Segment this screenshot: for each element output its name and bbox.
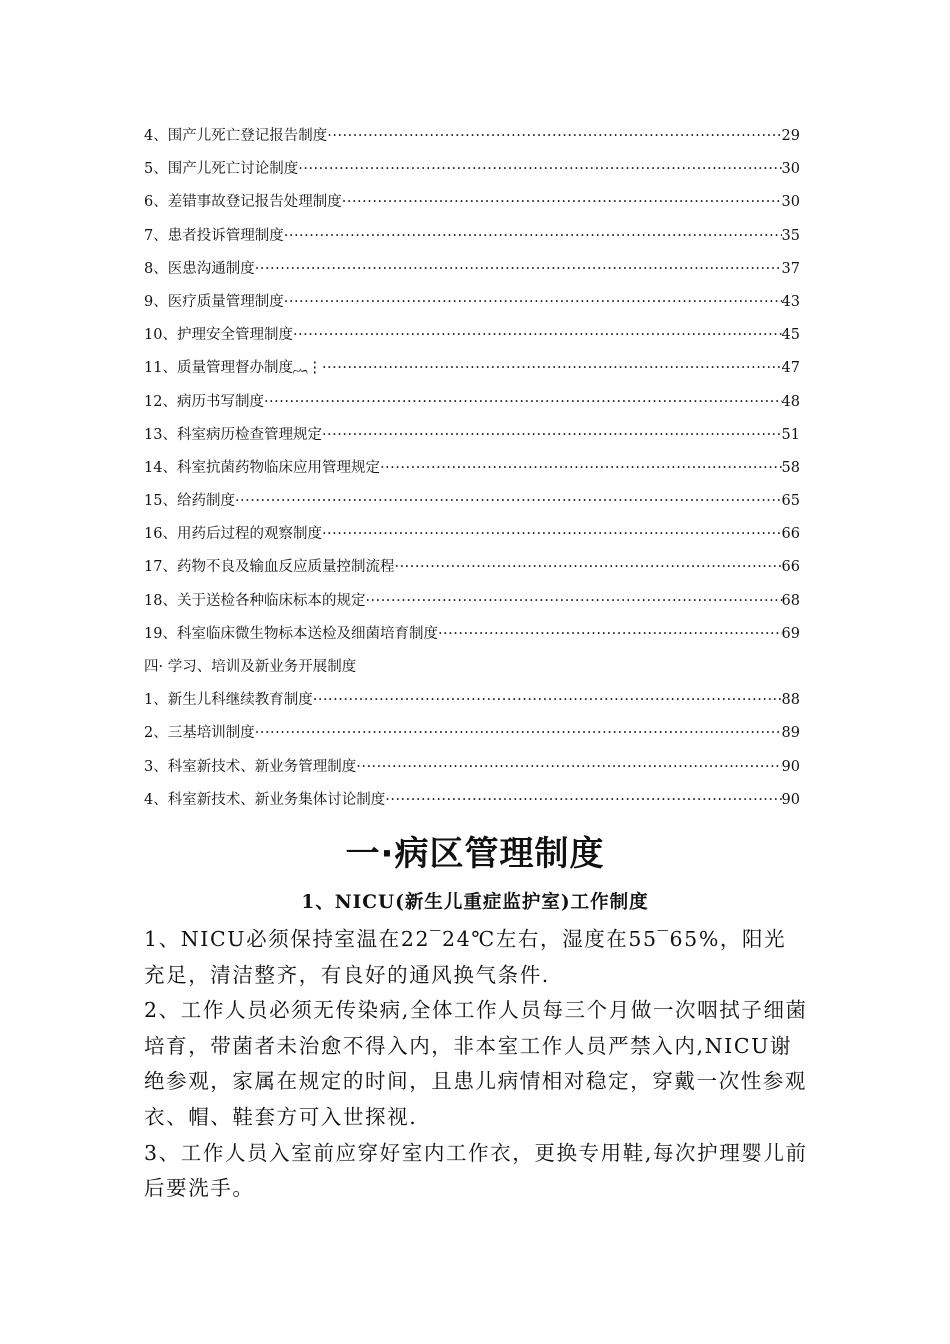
toc-entry-title: 10、护理安全管理制度 bbox=[144, 327, 293, 344]
toc-entry[interactable] bbox=[144, 721, 800, 754]
section-title: 1、NICU(新生儿重症监护室)工作制度 bbox=[301, 892, 649, 913]
toc-dot-leader bbox=[438, 622, 782, 646]
toc-dot-leader bbox=[327, 124, 781, 148]
toc-dot-leader bbox=[322, 522, 782, 546]
toc-entry-title: 12、病历书写制度 bbox=[144, 393, 264, 410]
toc-entry[interactable] bbox=[144, 788, 800, 821]
toc-dot-leader bbox=[235, 489, 782, 513]
toc-entry-title: 11、质量管理督办制度︷⋮ bbox=[144, 360, 322, 377]
toc-dot-leader bbox=[342, 190, 782, 214]
toc-entry-title: 5、围产儿死亡讨论制度 bbox=[144, 161, 299, 178]
toc-entry-page: 58 bbox=[781, 459, 800, 476]
toc-entry-page: 35 bbox=[781, 227, 800, 244]
toc-entry[interactable] bbox=[144, 290, 800, 323]
toc-dot-leader bbox=[322, 423, 782, 447]
toc-entry-page: 48 bbox=[781, 393, 800, 410]
toc-entry-page: 89 bbox=[781, 725, 800, 742]
toc-entry-page: 88 bbox=[781, 692, 800, 709]
toc-entry[interactable] bbox=[144, 456, 800, 489]
toc-entry-page: 45 bbox=[781, 327, 800, 344]
toc-dot-leader bbox=[298, 157, 781, 181]
toc-entry[interactable] bbox=[144, 423, 800, 456]
toc-entry-page: 66 bbox=[781, 559, 800, 576]
toc-entry-title: 4、科室新技术、新业务集体讨论制度 bbox=[144, 791, 386, 808]
toc-entry[interactable] bbox=[144, 522, 800, 555]
toc-entry-title: 17、药物不良及输血反应质量控制流程 bbox=[144, 559, 395, 576]
paragraph-2: 2、工作人员必须无传染病,全体工作人员每三个月做一次咽拭子细菌培育，带菌者未治愈不得入内，非本室工作人员严禁入内,NICU谢绝参观，家属在规定的时间，且患儿病情相对稳定，穿戴一次性参观衣、帽、鞋套方可入世探视. bbox=[144, 998, 808, 1129]
toc-list-a bbox=[144, 124, 800, 655]
toc-entry-title: 16、用药后过程的观察制度 bbox=[144, 526, 322, 543]
toc-dot-leader bbox=[255, 257, 782, 281]
toc-entry-page: 43 bbox=[781, 293, 800, 310]
paragraph-1: 1、NICU必须保持室温在22‾24℃左右，湿度在55‾65%，阳光充足，清洁整齐，有良好的通风换气条件. bbox=[144, 927, 787, 987]
toc-entry-title: 4、围产儿死亡登记报告制度 bbox=[144, 128, 328, 144]
toc-dot-leader bbox=[356, 755, 781, 779]
toc-entry[interactable] bbox=[144, 224, 800, 257]
table-of-contents bbox=[144, 124, 800, 821]
toc-entry-title: 1、新生儿科继续教育制度 bbox=[144, 692, 313, 709]
body-text bbox=[144, 922, 808, 1207]
toc-entry-page: 90 bbox=[781, 791, 800, 808]
toc-entry[interactable] bbox=[144, 356, 800, 389]
toc-dot-leader bbox=[322, 356, 782, 380]
toc-list-b bbox=[144, 688, 800, 821]
toc-dot-leader bbox=[365, 589, 781, 613]
toc-entry-title: 8、医患沟通制度 bbox=[144, 260, 255, 277]
toc-dot-leader bbox=[380, 456, 782, 480]
toc-entry-title: 6、差错事故登记报告处理制度 bbox=[144, 194, 342, 211]
toc-entry-title: 7、患者投诉管理制度 bbox=[144, 227, 284, 244]
toc-entry-title: 9、医疗质量管理制度 bbox=[144, 293, 284, 310]
toc-entry[interactable] bbox=[144, 124, 800, 157]
toc-entry-page: 68 bbox=[781, 592, 800, 609]
toc-entry[interactable] bbox=[144, 323, 800, 356]
toc-dot-leader bbox=[394, 555, 781, 579]
toc-entry-page: 37 bbox=[781, 260, 800, 277]
toc-entry[interactable] bbox=[144, 390, 800, 423]
toc-section-heading: 四· 学习、培训及新业务开展制度 bbox=[144, 659, 357, 675]
toc-entry-page: 69 bbox=[781, 625, 800, 642]
toc-entry[interactable] bbox=[144, 489, 800, 522]
toc-entry[interactable] bbox=[144, 257, 800, 290]
toc-entry-title: 14、科室抗菌药物临床应用管理规定 bbox=[144, 459, 380, 476]
toc-dot-leader bbox=[385, 788, 781, 812]
chapter-title: 一·病区管理制度 bbox=[345, 834, 605, 874]
toc-entry-page: 47 bbox=[781, 360, 800, 377]
toc-dot-leader bbox=[313, 688, 782, 712]
toc-entry[interactable] bbox=[144, 555, 800, 588]
toc-entry-title: 18、关于送检各种临床标本的规定 bbox=[144, 592, 366, 609]
toc-entry-page: 29 bbox=[781, 128, 800, 144]
paragraph-3: 3、工作人员入室前应穿好室内工作衣，更换专用鞋,每次护理婴儿前后要洗手。 bbox=[144, 1140, 808, 1201]
toc-entry-page: 65 bbox=[781, 493, 800, 510]
toc-dot-leader bbox=[293, 323, 782, 347]
toc-entry[interactable] bbox=[144, 157, 800, 190]
toc-entry-page: 30 bbox=[781, 194, 800, 211]
toc-entry[interactable] bbox=[144, 622, 800, 655]
toc-entry-title: 19、科室临床微生物标本送检及细菌培育制度 bbox=[144, 625, 438, 642]
toc-entry-title: 3、科室新技术、新业务管理制度 bbox=[144, 758, 357, 775]
toc-entry-title: 2、三基培训制度 bbox=[144, 725, 255, 742]
toc-entry-title: 13、科室病历检查管理规定 bbox=[144, 426, 322, 443]
toc-entry[interactable] bbox=[144, 755, 800, 788]
toc-entry[interactable] bbox=[144, 589, 800, 622]
toc-dot-leader bbox=[264, 390, 782, 414]
toc-entry[interactable] bbox=[144, 190, 800, 223]
toc-entry-title: 15、给药制度 bbox=[144, 493, 235, 510]
toc-dot-leader bbox=[284, 224, 782, 248]
toc-entry[interactable] bbox=[144, 688, 800, 721]
toc-entry-page: 90 bbox=[781, 758, 800, 775]
toc-entry-page: 51 bbox=[781, 426, 800, 443]
toc-dot-leader bbox=[284, 290, 782, 314]
toc-dot-leader bbox=[255, 721, 782, 745]
toc-entry-page: 66 bbox=[781, 526, 800, 543]
toc-entry-page: 30 bbox=[781, 161, 800, 178]
